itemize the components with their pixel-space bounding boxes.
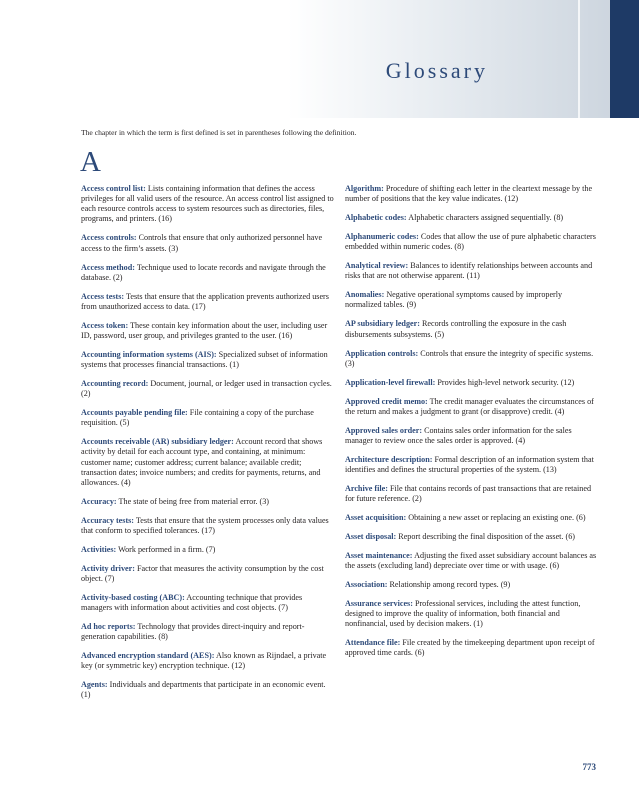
- glossary-term: Accounts payable pending file:: [81, 408, 188, 418]
- glossary-term: Agents:: [81, 680, 108, 690]
- glossary-definition: Controls that ensure the integrity of specific systems. (3): [345, 348, 594, 368]
- glossary-term: Asset maintenance:: [345, 550, 413, 560]
- glossary-definition: Provides high-level network security. (12): [437, 377, 575, 387]
- glossary-entry: [81, 350, 335, 370]
- glossary-entry: [345, 261, 599, 281]
- glossary-entry: [81, 651, 335, 671]
- header-band-divider: [578, 0, 580, 118]
- glossary-term: Access controls:: [81, 233, 137, 243]
- glossary-term: Algorithm:: [345, 184, 384, 193]
- glossary-definition: Tests that ensure that the application prevents authorized users from unauthorized access to data. (17): [81, 291, 329, 311]
- glossary-definition: Lists containing information that defines the access privileges for all valid users of the resource. An access control list assigned to each resource controls access to system resources such as directories, files, programs, and printers. (16): [81, 184, 334, 224]
- glossary-definition: Accounting technique that provides managers with information about activities and cost objects. (7): [81, 592, 303, 613]
- glossary-definition: Records controlling the exposure in the cash disbursements subsystems. (5): [345, 319, 567, 339]
- glossary-definition: Codes that allow the use of pure alphabetic characters embedded within numeric codes. (8): [345, 232, 596, 252]
- glossary-entry: [345, 532, 599, 542]
- glossary-entry: [81, 184, 335, 225]
- glossary-entry: [345, 378, 599, 388]
- glossary-entry: [81, 564, 335, 584]
- glossary-definition: Obtaining a new asset or replacing an existing one. (6): [408, 513, 586, 522]
- glossary-term: Architecture description:: [345, 454, 433, 464]
- glossary-term: Activity-based costing (ABC):: [81, 592, 185, 602]
- glossary-entry: [345, 580, 599, 590]
- glossary-entry: [345, 599, 599, 629]
- glossary-definition: Tests that ensure that the system processes only data values that conform to specified tolerances. (17): [81, 515, 329, 535]
- glossary-entry: [345, 397, 599, 417]
- glossary-term: Archive file:: [345, 483, 388, 493]
- glossary-entry: [81, 408, 335, 428]
- glossary-entry: [81, 593, 335, 613]
- glossary-definition: Relationship among record types. (9): [389, 580, 511, 590]
- glossary-column-right: [345, 184, 599, 667]
- glossary-term: Analytical review:: [345, 261, 409, 271]
- glossary-entry: [81, 233, 335, 253]
- glossary-definition: The state of being free from material error. (3): [118, 496, 270, 506]
- glossary-definition: Formal description of an information system that identifies and defines the structural properties of the system. (13): [345, 454, 594, 474]
- glossary-definition: Adjusting the fixed asset subsidiary account balances as the assets (excluding land) depreciate over time or with usage. (6): [345, 550, 597, 571]
- glossary-entry: [345, 638, 599, 658]
- glossary-entry: [345, 349, 599, 369]
- section-letter: A: [80, 146, 101, 178]
- glossary-term: Approved sales order:: [345, 425, 423, 435]
- glossary-definition: Procedure of shifting each letter in the cleartext message by the number of positions that the key value indicates. (12): [345, 184, 593, 204]
- glossary-definition: Individuals and departments that participate in an economic event. (1): [81, 680, 326, 700]
- glossary-entry: [81, 292, 335, 312]
- glossary-term: Attendance file:: [345, 638, 401, 648]
- glossary-term: Advanced encryption standard (AES):: [81, 651, 215, 661]
- glossary-term: Access method:: [81, 262, 135, 272]
- glossary-definition: These contain key information about the user, including user ID, password, user group, and privileges granted to the user. (16): [81, 320, 328, 340]
- glossary-entry: [81, 680, 335, 700]
- glossary-term: Ad hoc reports:: [81, 622, 136, 631]
- glossary-definition: Specialized subset of information systems that processes financial transactions. (1): [81, 349, 328, 370]
- glossary-entry: [81, 379, 335, 399]
- glossary-entry: [81, 497, 335, 507]
- chapter-tab-bar: [610, 0, 639, 118]
- glossary-definition: The credit manager evaluates the circumstances of the return and makes a judgment to grant (or disapprove) credit. (4): [345, 396, 594, 416]
- glossary-definition: File created by the timekeeping department upon receipt of approved time cards. (6): [345, 638, 595, 658]
- glossary-term: Accuracy tests:: [81, 515, 135, 525]
- glossary-term: Accounting record:: [81, 378, 149, 388]
- glossary-definition: Technology that provides direct-inquiry and report-generation capabilities. (8): [81, 622, 305, 642]
- glossary-term: Accuracy:: [81, 496, 117, 506]
- glossary-definition: Document, journal, or ledger used in transaction cycles. (2): [81, 378, 332, 399]
- glossary-entry: [81, 321, 335, 341]
- page-title: Glossary: [385, 58, 488, 83]
- glossary-term: Asset disposal:: [345, 531, 397, 541]
- glossary-term: AP subsidiary ledger:: [345, 319, 420, 329]
- glossary-entry: [345, 551, 599, 571]
- glossary-definition: Technique used to locate records and navigate through the database. (2): [81, 262, 326, 282]
- glossary-entry: [345, 319, 599, 339]
- glossary-term: Access token:: [81, 320, 129, 330]
- glossary-entry: [345, 484, 599, 504]
- glossary-entry: [345, 426, 599, 446]
- glossary-term: Anomalies:: [345, 290, 385, 300]
- glossary-entry: [345, 184, 599, 204]
- page-number: 773: [582, 762, 596, 772]
- glossary-definition: Controls that ensure that only authorized personnel have access to the firm’s assets. (3): [81, 233, 323, 253]
- glossary-definition: Account record that shows activity by detail for each account type, and containing, at minimum: customer name; customer address; current balance; available credit; transaction dates; invoice numbers; and credits for payments, returns, and allowances. (4): [81, 437, 323, 487]
- intro-note: The chapter in which the term is first defined is set in parentheses following the definition.: [81, 128, 357, 137]
- glossary-term: Application controls:: [345, 348, 419, 358]
- glossary-column-left: [81, 184, 335, 709]
- glossary-entry: [81, 263, 335, 283]
- glossary-entry: [345, 213, 599, 223]
- glossary-definition: Contains sales order information for the sales manager to review once the sales order is approved. (4): [345, 425, 572, 445]
- glossary-definition: Work performed in a firm. (7): [118, 544, 216, 554]
- glossary-definition: Also known as Rijndael, a private key (or symmetric key) encryption technique. (12): [81, 651, 327, 671]
- glossary-term: Accounts receivable (AR) subsidiary ledger:: [81, 437, 234, 447]
- glossary-definition: Report describing the final disposition of the asset. (6): [398, 531, 575, 541]
- glossary-definition: Balances to identify relationships between accounts and risks that are not otherwise apparent. (11): [345, 261, 593, 281]
- glossary-definition: File containing a copy of the purchase requisition. (5): [81, 408, 314, 428]
- glossary-entry: [345, 290, 599, 310]
- glossary-entry: [345, 455, 599, 475]
- glossary-definition: Professional services, including the attest function, designed to improve the quality of information, both financial and nonfinancial, used by decision makers. (1): [345, 598, 581, 629]
- glossary-entry: [81, 545, 335, 555]
- glossary-term: Assurance services:: [345, 598, 413, 608]
- glossary-term: Access control list:: [81, 184, 146, 193]
- glossary-term: Application-level firewall:: [345, 377, 436, 387]
- glossary-term: Activity driver:: [81, 563, 135, 573]
- glossary-term: Activities:: [81, 544, 117, 554]
- glossary-definition: Negative operational symptoms caused by improperly normalized tables. (9): [345, 290, 563, 310]
- glossary-entry: [345, 513, 599, 523]
- glossary-term: Approved credit memo:: [345, 396, 428, 406]
- glossary-definition: File that contains records of past transactions that are retained for future reference. (2): [345, 483, 592, 504]
- glossary-term: Asset acquisition:: [345, 513, 407, 522]
- glossary-entry: [345, 232, 599, 252]
- glossary-term: Alphabetic codes:: [345, 213, 407, 223]
- glossary-entry: [81, 622, 335, 642]
- glossary-definition: Alphabetic characters assigned sequentially. (8): [408, 213, 564, 223]
- glossary-term: Alphanumeric codes:: [345, 232, 419, 242]
- glossary-entry: [81, 437, 335, 488]
- glossary-entry: [81, 516, 335, 536]
- glossary-term: Accounting information systems (AIS):: [81, 349, 217, 359]
- glossary-definition: Factor that measures the activity consumption by the cost object. (7): [81, 563, 324, 583]
- glossary-term: Association:: [345, 580, 388, 590]
- glossary-term: Access tests:: [81, 291, 125, 301]
